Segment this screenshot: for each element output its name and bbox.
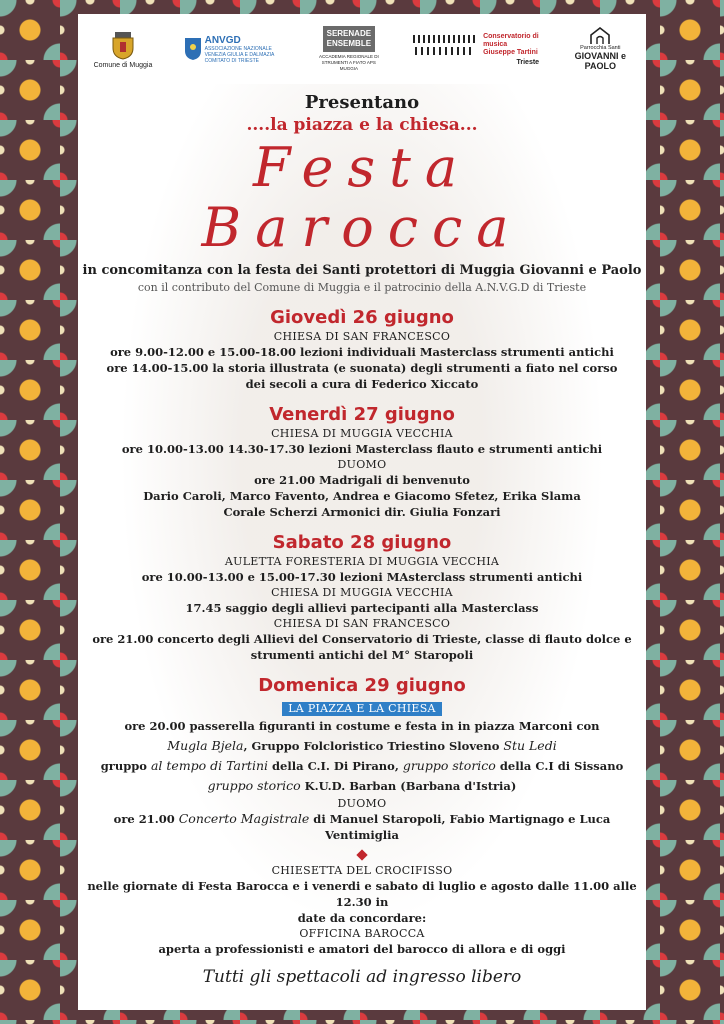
italic-text: gruppo storico	[207, 778, 301, 793]
text: della C.I di Sissano	[495, 759, 624, 773]
schedule-line: dei secoli a cura di Federico Xiccato	[245, 377, 479, 391]
text: ore 21.00	[113, 812, 179, 826]
text: , Gruppo Folcloristico Triestino Sloveno	[243, 739, 504, 753]
logo-serenade-top: SERENADE	[326, 29, 372, 38]
logo-conservatorio	[413, 33, 539, 66]
location: DUOMO	[337, 797, 387, 810]
logo-conservatorio-city: Trieste	[516, 58, 540, 66]
logo-anvgd-subtitle: ASSOCIAZIONE NAZIONALE VENEZIA GIULIA E DALMAZIA COMITATO DI TRIESTE	[204, 45, 275, 64]
main-title: Festa Barocca	[201, 136, 523, 259]
schedule-line: Corale Scherzi Armonici dir. Giulia Fonzari	[223, 505, 501, 519]
coat-of-arms-icon	[110, 30, 136, 60]
footer-note: Tutti gli spettacoli ad ingresso libero	[202, 967, 522, 987]
logo-anvgd-title: ANVGD	[204, 34, 241, 46]
logo-comune-muggia	[94, 30, 153, 69]
schedule-line: ore 14.00-15.00 la storia illustrata (e suonata) degli strumenti a fiato nel corso	[106, 361, 618, 375]
poster-panel	[78, 14, 646, 1010]
logo-serenade-subtitle: ACCADEMIA REGIONALE DI STRUMENTI A FIATO APS MUGGIA	[318, 54, 379, 71]
schedule-line: date da concordare:	[297, 911, 427, 925]
schedule-line: ore 21.00 Madrigali di benvenuto	[254, 473, 470, 487]
logo-muggia-caption: Comune di Muggia	[93, 61, 153, 69]
schedule-line: Dario Caroli, Marco Favento, Andrea e Giacomo Sfetez, Erika Slama	[143, 489, 581, 503]
schedule-line: nelle giornate di Festa Barocca e i venerdi e sabato di luglio e agosto dalle 11.00 alle 12.30 in	[87, 879, 637, 909]
day-sabato: Sabato 28 giugno	[272, 532, 452, 553]
logo-parrocchia	[570, 27, 630, 71]
italic-text: Concerto Magistrale	[178, 811, 310, 826]
church-icon	[589, 27, 611, 45]
poster-content	[78, 84, 646, 1010]
logo-parrocchia-small: Parrocchia Santi	[580, 45, 621, 51]
shield-icon	[184, 37, 202, 61]
location: OFFICINA BAROCCA	[299, 927, 425, 940]
logo-serenade-bottom: ENSEMBLE	[326, 39, 372, 48]
italic-text: Mugla Bjela	[167, 738, 244, 753]
location: CHIESETTA DEL CROCIFISSO	[271, 864, 453, 877]
logo-parrocchia-big: GIOVANNI e PAOLO	[574, 51, 626, 71]
schedule-line	[78, 811, 646, 843]
presentano: Presentano	[304, 92, 420, 113]
tagline: ....la piazza e la chiesa...	[246, 115, 478, 135]
schedule-line: ore 10.00-13.00 14.30-17.30 lezioni Masterclass flauto e strumenti antichi	[121, 442, 603, 456]
schedule-line: ore 20.00 passerella figuranti in costume e festa in in piazza Marconi con	[124, 719, 600, 733]
location: DUOMO	[337, 458, 387, 471]
schedule-line: ore 9.00-12.00 e 15.00-18.00 lezioni individuali Masterclass strumenti antichi	[110, 345, 614, 359]
day-giovedi: Giovedì 26 giugno	[270, 307, 454, 328]
schedule-line	[78, 738, 646, 754]
logo-bar	[78, 14, 646, 84]
barcode-icon	[413, 33, 479, 63]
schedule-line	[78, 778, 646, 794]
schedule-line	[78, 758, 646, 774]
contributo: con il contributo del Comune di Muggia e il patrocinio della A.N.V.G.D di Trieste	[137, 281, 587, 294]
schedule-line: aperta a professionisti e amatori del barocco di allora e di oggi	[158, 942, 566, 956]
schedule-line: ore 10.00-13.00 e 15.00-17.30 lezioni MAsterclass strumenti antichi	[141, 570, 583, 584]
logo-serenade-ensemble	[316, 26, 382, 72]
day-domenica: Domenica 29 giugno	[258, 675, 466, 696]
schedule-line: 17.45 saggio degli allievi partecipanti alla Masterclass	[185, 601, 539, 615]
italic-text: gruppo storico	[402, 758, 496, 773]
italic-text: Stu Ledi	[503, 738, 557, 753]
location: CHIESA DI SAN FRANCESCO	[273, 330, 451, 343]
text: della C.I. Di Pirano,	[268, 759, 403, 773]
text: di Manuel Staropoli, Fabio Martignago e Luca Ventimiglia	[309, 812, 611, 842]
location: CHIESA DI SAN FRANCESCO	[273, 617, 451, 630]
italic-text: al tempo di Tartini	[150, 758, 269, 773]
schedule-line: ore 21.00 concerto degli Allievi del Conservatorio di Trieste, classe di flauto dolce e	[92, 632, 632, 646]
concomitanza: in concomitanza con la festa dei Santi protettori di Muggia Giovanni e Paolo	[82, 263, 642, 278]
highlight-label: LA PIAZZA E LA CHIESA	[282, 702, 442, 716]
location: AULETTA FORESTERIA DI MUGGIA VECCHIA	[224, 555, 500, 568]
text: gruppo	[100, 759, 151, 773]
location: CHIESA DI MUGGIA VECCHIA	[271, 586, 453, 599]
logo-conservatorio-name: Conservatorio di musica Giuseppe Tartini	[483, 32, 539, 56]
logo-anvgd	[184, 35, 285, 64]
schedule-line: strumenti antichi del M° Staropoli	[250, 648, 474, 662]
text: K.U.D. Barban (Barbana d'Istria)	[300, 779, 517, 793]
day-venerdi: Venerdì 27 giugno	[269, 404, 455, 425]
location: CHIESA DI MUGGIA VECCHIA	[271, 427, 453, 440]
diamond-divider	[356, 849, 367, 860]
